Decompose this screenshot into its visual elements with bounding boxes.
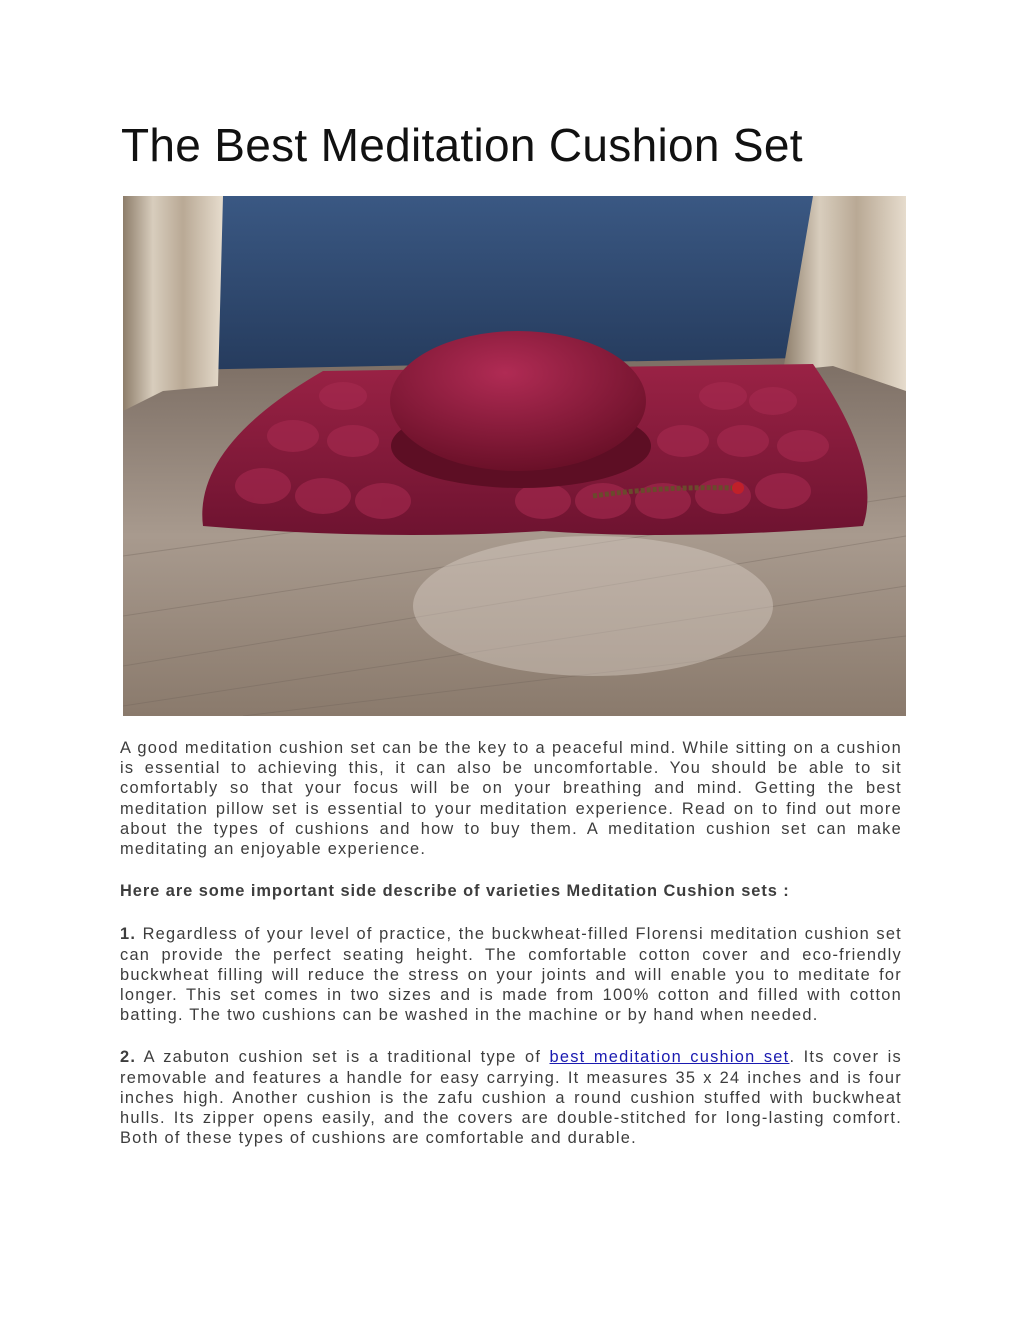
item-number: 1. [120,925,137,944]
hero-image [123,196,906,716]
list-item-1 [120,924,902,1025]
article-body [120,738,902,1170]
page-title: The Best Meditation Cushion Set [121,119,803,171]
intro-paragraph: A good meditation cushion set can be the key to a peaceful mind. While sitting on a cushion is essential to achieving this, it can also be uncomfortable. You should be able to sit comfortably so that your focus will be on your breathing and mind. Getting the best meditation pillow set is essential to your meditation experience. Read on to find out more about the types of cushions and how to buy them. A meditation cushion set can make meditating an enjoyable experience. [120,739,902,859]
list-item-2 [120,1047,902,1148]
item-text-before: A zabuton cushion set is a traditional type of [136,1048,550,1067]
item-number: 2. [120,1048,137,1067]
item-text: Regardless of your level of practice, the buckwheat-filled Florensi meditation cushion set can provide the perfect seating height. The comfortable cotton cover and eco-friendly buckwheat filling will reduce the stress on your joints and will enable you to meditate for longer. This set comes in two sizes and is made from 100% cotton and filled with cotton batting. The two cushions can be washed in the machine or by hand when needed. [120,925,902,1025]
section-heading: Here are some important side describe of varieties Meditation Cushion sets : [120,882,790,901]
best-meditation-cushion-set-link[interactable]: best meditation cushion set [549,1048,790,1067]
item-text-after: . Its cover is removable and features a handle for easy carrying. It measures 35 x 24 inches and is four inches high. Another cushion is the zafu cushion a round cushion stuffed with buckwheat hulls. Its zipper opens easily, and the covers are double-stitched for long-lasting comfort. Both of these types of cushions are comfortable and durable. [120,1048,902,1148]
